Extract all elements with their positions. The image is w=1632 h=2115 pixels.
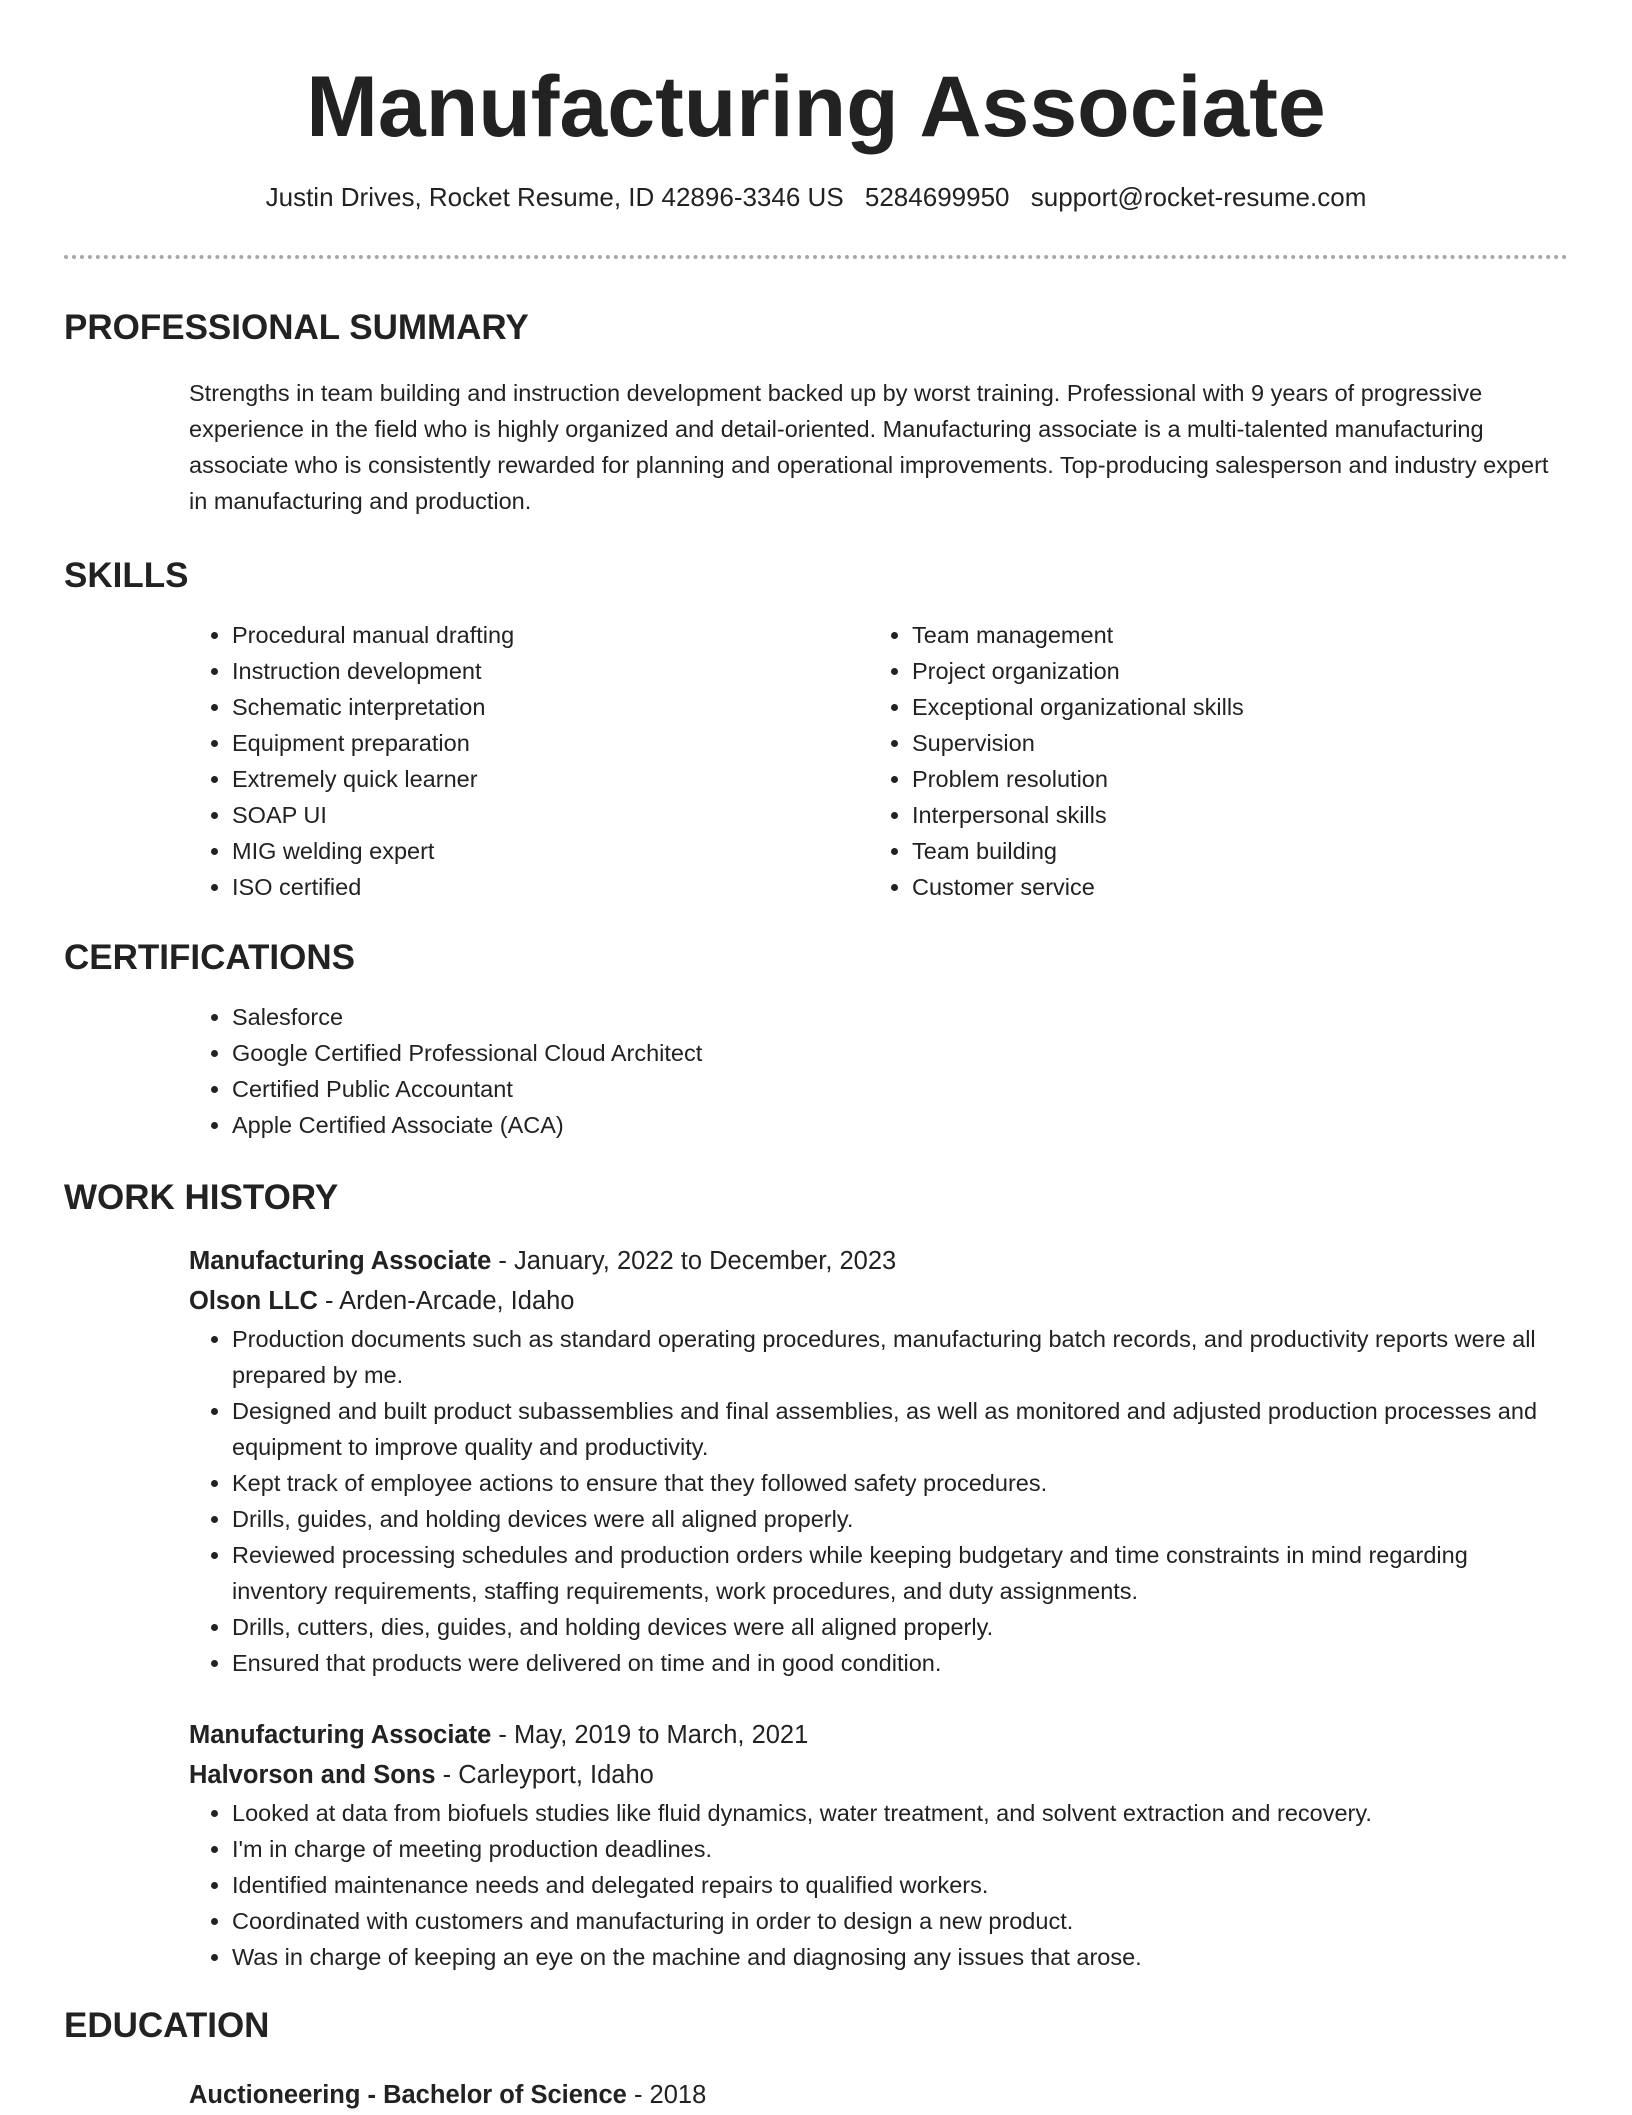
skill-item: • Team management — [912, 617, 1549, 653]
education-heading: EDUCATION — [64, 2005, 270, 2045]
skill-item: • Problem resolution — [912, 761, 1549, 797]
header-divider — [64, 255, 1568, 259]
work-history-heading: WORK HISTORY — [64, 1177, 339, 1217]
skills-heading: SKILLS — [64, 555, 189, 595]
contact-phone: 5284699950 — [864, 182, 1010, 213]
job-company-line — [189, 1755, 1568, 1795]
job-location: - Arden-Arcade, Idaho — [317, 1286, 575, 1315]
job-title-line — [189, 1241, 1568, 1281]
contact-address: Justin Drives, Rocket Resume, ID 42896-3346 US — [265, 182, 844, 213]
job-entry — [189, 1715, 1568, 1975]
job-duty: • Designed and built product subassemblies and final assemblies, as well as monitored and adjusted production processes and equipment to improve quality and productivity. — [232, 1393, 1568, 1465]
certifications-section — [64, 999, 1568, 1143]
skill-item: • SOAP UI — [232, 797, 869, 833]
job-duty: • Looked at data from biofuels studies like fluid dynamics, water treatment, and solvent extraction and recovery. — [232, 1795, 1568, 1831]
job-duty: • Production documents such as standard operating procedures, manufacturing batch records, and productivity reports were all prepared by me. — [232, 1321, 1568, 1393]
certifications-heading: CERTIFICATIONS — [64, 937, 356, 977]
skills-column-left — [189, 617, 869, 905]
job-company-line — [189, 1281, 1568, 1321]
job-duty: • Was in charge of keeping an eye on the machine and diagnosing any issues that arose. — [232, 1939, 1568, 1975]
skill-item: • MIG welding expert — [232, 833, 869, 869]
job-duty: • Identified maintenance needs and delegated repairs to qualified workers. — [232, 1867, 1568, 1903]
job-role: Manufacturing Associate — [189, 1246, 492, 1275]
job-dates: - January, 2022 to December, 2023 — [491, 1246, 897, 1275]
education-line — [189, 2075, 1568, 2115]
job-entry — [189, 1241, 1568, 1681]
job-duties-list — [189, 1321, 1568, 1681]
work-history-section — [64, 1241, 1568, 1975]
job-company: Olson LLC — [189, 1286, 318, 1315]
skill-item: • Schematic interpretation — [232, 689, 869, 725]
summary-section — [64, 375, 1568, 519]
certification-item: • Salesforce — [232, 999, 1568, 1035]
job-duty: • Drills, cutters, dies, guides, and holding devices were all aligned properly. — [232, 1609, 1568, 1645]
skill-item: • Team building — [912, 833, 1549, 869]
job-company: Halvorson and Sons — [189, 1760, 436, 1789]
job-duty: • Kept track of employee actions to ensure that they followed safety procedures. — [232, 1465, 1568, 1501]
education-degree: Auctioneering - Bachelor of Science — [189, 2080, 627, 2109]
contact-line — [64, 181, 1568, 215]
job-location: - Carleyport, Idaho — [435, 1760, 654, 1789]
education-section — [64, 2075, 1568, 2115]
skill-item: • Project organization — [912, 653, 1549, 689]
skills-list-right — [869, 617, 1549, 905]
skill-item: • Instruction development — [232, 653, 869, 689]
skill-item: • Customer service — [912, 869, 1549, 905]
skill-item: • Interpersonal skills — [912, 797, 1549, 833]
skills-section — [64, 617, 1568, 905]
job-title-line — [189, 1715, 1568, 1755]
skill-item: • Exceptional organizational skills — [912, 689, 1549, 725]
certifications-list — [189, 999, 1568, 1143]
job-duty: • Coordinated with customers and manufacturing in order to design a new product. — [232, 1903, 1568, 1939]
resume-name: Manufacturing Associate — [306, 59, 1326, 155]
job-duties-list — [189, 1795, 1568, 1975]
skill-item: • Procedural manual drafting — [232, 617, 869, 653]
job-duty: • Ensured that products were delivered on time and in good condition. — [232, 1645, 1568, 1681]
skill-item: • Extremely quick learner — [232, 761, 869, 797]
job-duty: • I'm in charge of meeting production deadlines. — [232, 1831, 1568, 1867]
education-year: - 2018 — [626, 2080, 707, 2109]
certification-item: • Apple Certified Associate (ACA) — [232, 1107, 1568, 1143]
job-duty: • Drills, guides, and holding devices were all aligned properly. — [232, 1501, 1568, 1537]
job-role: Manufacturing Associate — [189, 1720, 492, 1749]
summary-text: Strengths in team building and instruction development backed up by worst training. Professional with 9 years of progressive experience in the field who is highly organized and detail-oriented. Manufacturing associate is a multi-talented manufacturing associate who is consistently rewarded for planning and operational improvements. Top-producing salesperson and industry expert in manufacturing and production. — [189, 379, 1549, 514]
skills-column-right — [869, 617, 1549, 905]
skill-item: • Supervision — [912, 725, 1549, 761]
job-duty: • Reviewed processing schedules and production orders while keeping budgetary and time constraints in mind regarding inventory requirements, staffing requirements, work procedures, and duty assignments. — [232, 1537, 1568, 1609]
summary-heading: PROFESSIONAL SUMMARY — [64, 307, 529, 347]
skills-list-left — [189, 617, 869, 905]
job-dates: - May, 2019 to March, 2021 — [491, 1720, 809, 1749]
certification-item: • Google Certified Professional Cloud Architect — [232, 1035, 1568, 1071]
certification-item: • Certified Public Accountant — [232, 1071, 1568, 1107]
contact-email: support@rocket-resume.com — [1030, 182, 1367, 213]
skill-item: • ISO certified — [232, 869, 869, 905]
skill-item: • Equipment preparation — [232, 725, 869, 761]
